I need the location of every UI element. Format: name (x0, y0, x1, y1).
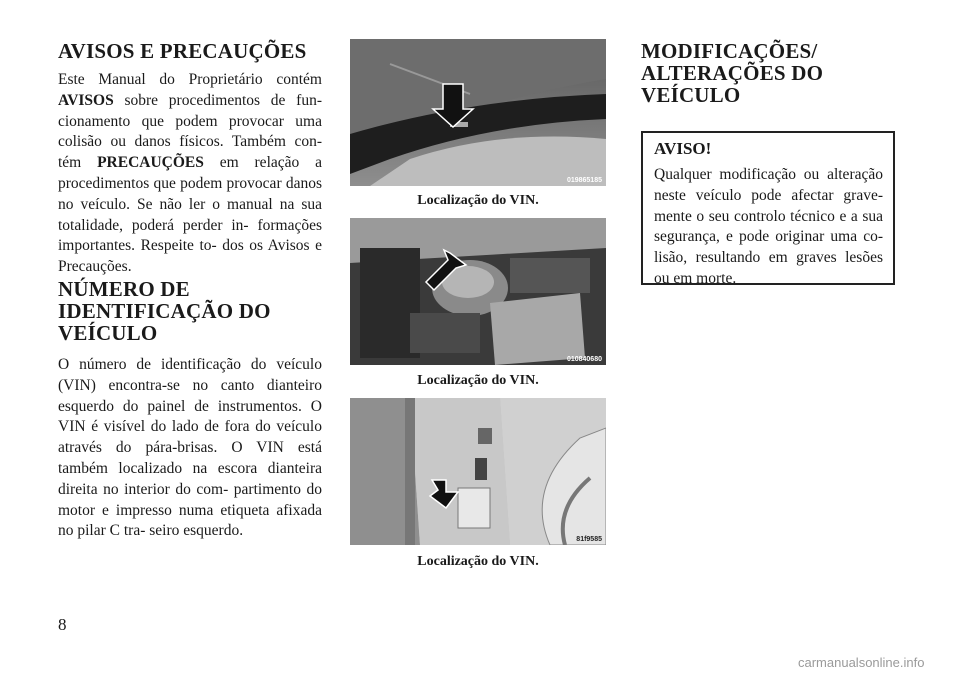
para1-end: em relação a procedimentos que podem provocar danos no veículo. Se não ler o manual na sua totalidade, poderá perder in- formações importantes. Respeite to- dos os Avisos e Precauções. (58, 154, 322, 276)
warning-title: AVISO! (654, 139, 712, 158)
vin-photo-pillar (350, 398, 606, 545)
caption-1: Localização do VIN. (417, 193, 539, 208)
vin-photo-engine (350, 218, 606, 365)
figure-code-1: 019865185 (566, 177, 602, 184)
warning-text: Qualquer modificação ou alteração neste veículo pode afectar grave- mente o seu controlo técnico e a sua segurança, e pode originar uma co- lisão, resultando em graves lesões ou em morte. (654, 166, 883, 287)
pillar-illustration (350, 398, 606, 545)
engine-illustration (350, 218, 606, 365)
heading-mod-line3: VEÍCULO (641, 83, 741, 107)
heading-vin-line1: NÚMERO DE (58, 277, 190, 301)
heading-mod-line2: ALTERAÇÕES DO (641, 61, 824, 85)
windshield-illustration (350, 39, 606, 186)
heading-mod-line1: MODIFICAÇÕES/ (641, 39, 818, 63)
paragraph-vin: O número de identificação do veículo (VIN) encontra-se no canto dianteiro esquerdo do painel de instrumentos. O VIN é visível do lado de fora do veículo através do pára-brisas. O VIN está também localizado na escora dianteira direita no interior do com- partimento do motor e impresso numa etiqueta afixada no pilar C tra- seiro esquerdo. (58, 356, 322, 540)
heading-vin (58, 278, 338, 344)
caption-2: Localização do VIN. (417, 373, 539, 388)
vin-photo-windshield (350, 39, 606, 186)
figure-code-3: 81f9585 (576, 536, 602, 543)
precaucoes-bold: PRECAUÇÕES (97, 154, 204, 172)
warning-box (641, 131, 895, 285)
caption-3: Localização do VIN. (417, 554, 539, 569)
footer-watermark: carmanualsonline.info (798, 655, 925, 670)
page-number: 8 (58, 615, 67, 634)
figure-code-2: 010840680 (566, 356, 602, 363)
heading-warnings: AVISOS E PRECAUÇÕES (58, 39, 307, 63)
heading-modifications (641, 40, 901, 106)
heading-vin-line2: IDENTIFICAÇÃO DO (58, 299, 271, 323)
para1-intro: Este Manual do Proprietário contém (58, 71, 322, 88)
paragraph-warnings (58, 70, 322, 278)
heading-vin-line3: VEÍCULO (58, 321, 158, 345)
para1-middle: sobre procedimentos de fun- cionamento que podem provocar uma colisão ou danos físicos. Também con- tém (58, 91, 322, 172)
avisos-bold: AVISOS (58, 91, 114, 109)
